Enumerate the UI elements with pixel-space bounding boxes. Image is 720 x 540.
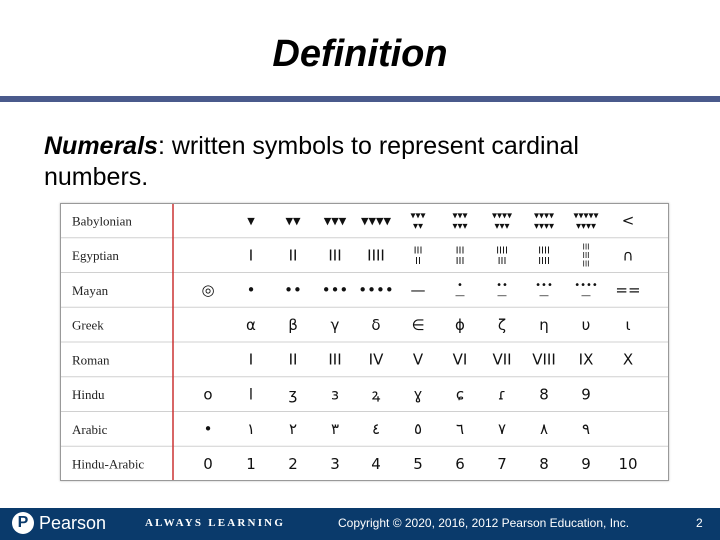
numeral-cell: 9 (581, 385, 591, 404)
numeral-cell: III (328, 350, 342, 369)
numeral-cell: •• (284, 281, 302, 300)
numeral-table-svg (60, 203, 669, 481)
numeral-cell: ʒ (288, 385, 298, 404)
row-label: Babylonian (72, 213, 132, 229)
numeral-cell: == (615, 281, 641, 300)
footer-copyright: Copyright © 2020, 2016, 2012 Pearson Education, Inc. (338, 516, 630, 530)
numeral-cell: ٣ (330, 420, 340, 439)
numeral-cell: V (412, 350, 424, 369)
definition-term: Numerals (44, 132, 158, 160)
numeral-cell: ٨ (539, 420, 549, 439)
row-label: Roman (72, 352, 110, 368)
numeral-cell: ٢ (288, 420, 298, 439)
numeral-cell: ••• — (535, 280, 553, 302)
numeral-cell: ▾▾▾▾ (360, 211, 392, 230)
numeral-cell: 8 (539, 385, 549, 404)
numeral-cell: •••• — (574, 280, 598, 302)
pearson-logo (12, 512, 106, 534)
row-label: Mayan (72, 282, 109, 298)
numeral-cell: — (410, 281, 426, 300)
numeral-cell: α (246, 315, 256, 334)
row-label: Egyptian (72, 248, 119, 264)
numeral-cell: III (328, 246, 342, 265)
numeral-cell: ▾▾▾ (323, 211, 347, 230)
numeral-cell: l (248, 385, 254, 404)
numeral-cell: ▾▾▾ ▾▾▾ (452, 210, 468, 233)
numeral-cell: 4 (371, 454, 381, 473)
numeral-cell: IIII IIII (538, 245, 550, 267)
numeral-cell: β (288, 315, 298, 334)
numeral-cell: 3 (330, 454, 340, 473)
numeral-cell: III III (455, 245, 465, 267)
numeral-cell: ɜ (331, 385, 339, 404)
numeral-cell: IX (578, 350, 594, 369)
numeral-cell: 1 (246, 454, 256, 473)
numeral-cell: • (203, 420, 213, 439)
numeral-cell: ɾ (498, 385, 506, 404)
numeral-cell: I (248, 246, 254, 265)
definition-text (44, 131, 684, 193)
numeral-cell: 0 (203, 454, 213, 473)
numeral-cell: • (246, 281, 256, 300)
numeral-cell: ϕ (455, 315, 465, 334)
numeral-cell: η (539, 315, 549, 334)
numeral-cell: II (288, 246, 298, 265)
numeral-cell: III II (413, 245, 423, 267)
row-label: Greek (72, 317, 104, 333)
numeral-cell: VIII (532, 350, 556, 369)
numeral-cell: ٤ (371, 420, 381, 439)
numeral-cell: I (248, 350, 254, 369)
numeral-cell: ▾▾▾▾ ▾▾▾▾ (533, 210, 555, 233)
brand-name: Pearson (39, 512, 107, 533)
numeral-cell: X (622, 350, 634, 369)
numeral-cell: ▾ (247, 211, 255, 230)
numeral-cell: VII (492, 350, 512, 369)
numeral-cell: ◎ (201, 281, 215, 300)
numeral-cell: ٦ (455, 420, 465, 439)
numeral-cell: 5 (413, 454, 423, 473)
numeral-cell: < (621, 211, 635, 230)
numeral-cell: ▾▾▾▾▾ ▾▾▾▾ (573, 210, 599, 233)
footer-tagline: ALWAYS LEARNING (145, 517, 286, 529)
numeral-cell: ∩ (622, 246, 634, 265)
numeral-cell: ζ (497, 315, 507, 334)
numeral-cell: ꝝ (371, 385, 381, 404)
page-number: 2 (696, 516, 703, 530)
numeral-cell: γ (330, 315, 340, 334)
numeral-cell: 7 (497, 454, 507, 473)
numeral-cell: 10 (618, 454, 638, 473)
title-rule (0, 96, 720, 102)
numeral-cell: ι (625, 315, 631, 334)
numeral-cell: ɣ (413, 385, 423, 404)
numeral-cell: III III III (582, 242, 590, 269)
numeral-cell: IIII (367, 246, 385, 265)
numeral-cell: o (203, 385, 213, 404)
numeral-cell: ɕ (455, 385, 465, 404)
numeral-cell: •• — (496, 280, 508, 302)
numeral-cell: VI (452, 350, 468, 369)
numeral-systems-table (60, 203, 669, 481)
row-label: Arabic (72, 421, 108, 437)
numeral-cell: ٩ (581, 420, 591, 439)
numeral-cell: •••• (358, 281, 394, 300)
numeral-cell: ••• (321, 281, 349, 300)
numeral-cell: ▾▾▾ ▾▾ (410, 210, 426, 233)
numeral-cell: 6 (455, 454, 465, 473)
numeral-cell: • — (455, 280, 465, 302)
numeral-cell: ٥ (413, 420, 423, 439)
numeral-cell: 9 (581, 454, 591, 473)
numeral-cell: 8 (539, 454, 549, 473)
footer-bar (0, 508, 720, 540)
row-label: Hindu (72, 387, 105, 403)
numeral-cell: ▾▾▾▾ ▾▾▾ (491, 210, 513, 233)
numeral-cell: ∈ (411, 315, 425, 334)
numeral-cell: IIII III (496, 245, 508, 267)
numeral-cell: ١ (246, 420, 256, 439)
numeral-cell: II (288, 350, 298, 369)
numeral-cell: ٧ (497, 420, 507, 439)
numeral-cell: IV (368, 350, 384, 369)
pearson-p-icon: P (12, 512, 34, 534)
definition-body: : written symbols to represent cardinal numbers. (44, 132, 579, 191)
row-label: Hindu-Arabic (72, 456, 145, 472)
slide-title: Definition (272, 33, 448, 75)
numeral-cell: υ (581, 315, 591, 334)
numeral-cell: δ (371, 315, 381, 334)
numeral-cell: 2 (288, 454, 298, 473)
numeral-cell: ▾▾ (285, 211, 301, 230)
